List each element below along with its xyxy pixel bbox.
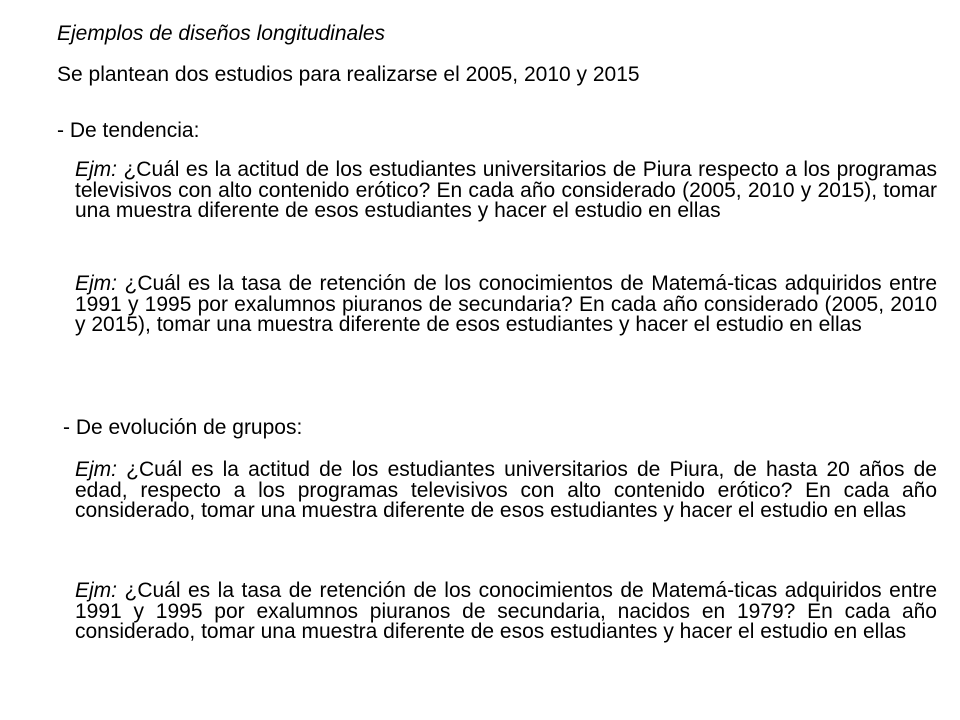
example-paragraph (75, 460, 937, 522)
example-paragraph (75, 160, 937, 222)
example-paragraph (75, 274, 937, 336)
section-heading-tendencia: - De tendencia: (57, 119, 200, 142)
example-text: ¿Cuál es la tasa de retención de los conocimientos de Matemá-ticas adquiridos entre 1991 y 1995 por exalumnos piuranos de secundaria, nacidos en 1979? En cada año considerado, tomar una muestra diferente de esos estudiantes y hacer el estudio en ellas (75, 579, 937, 643)
example-paragraph (75, 581, 937, 643)
example-label: Ejm: (75, 272, 117, 295)
slide-title: Ejemplos de diseños longitudinales (57, 22, 386, 45)
example-text: ¿Cuál es la tasa de retención de los conocimientos de Matemá-ticas adquiridos entre 1991 y 1995 por exalumnos piuranos de secundaria? En cada año considerado (2005, 2010 y 2015), tomar una muestra diferente de esos estudiantes y hacer el estudio en ellas (75, 272, 937, 336)
example-label: Ejm: (75, 458, 117, 481)
example-text: ¿Cuál es la actitud de los estudiantes universitarios de Piura respecto a los programas televisivos con alto contenido erótico? En cada año considerado (2005, 2010 y 2015), tomar una muestra diferente de esos estudiantes y hacer el estudio en ellas (75, 158, 937, 222)
section-heading-evolucion: - De evolución de grupos: (63, 416, 303, 439)
example-text: ¿Cuál es la actitud de los estudiantes universitarios de Piura, de hasta 20 años de edad, respecto a los programas televisivos con alto contenido erótico? En cada año considerado, tomar una muestra diferente de esos estudiantes y hacer el estudio en ellas (75, 458, 937, 522)
example-label: Ejm: (75, 579, 117, 602)
intro-text: Se plantean dos estudios para realizarse el 2005, 2010 y 2015 (57, 63, 640, 86)
example-label: Ejm: (75, 158, 117, 181)
